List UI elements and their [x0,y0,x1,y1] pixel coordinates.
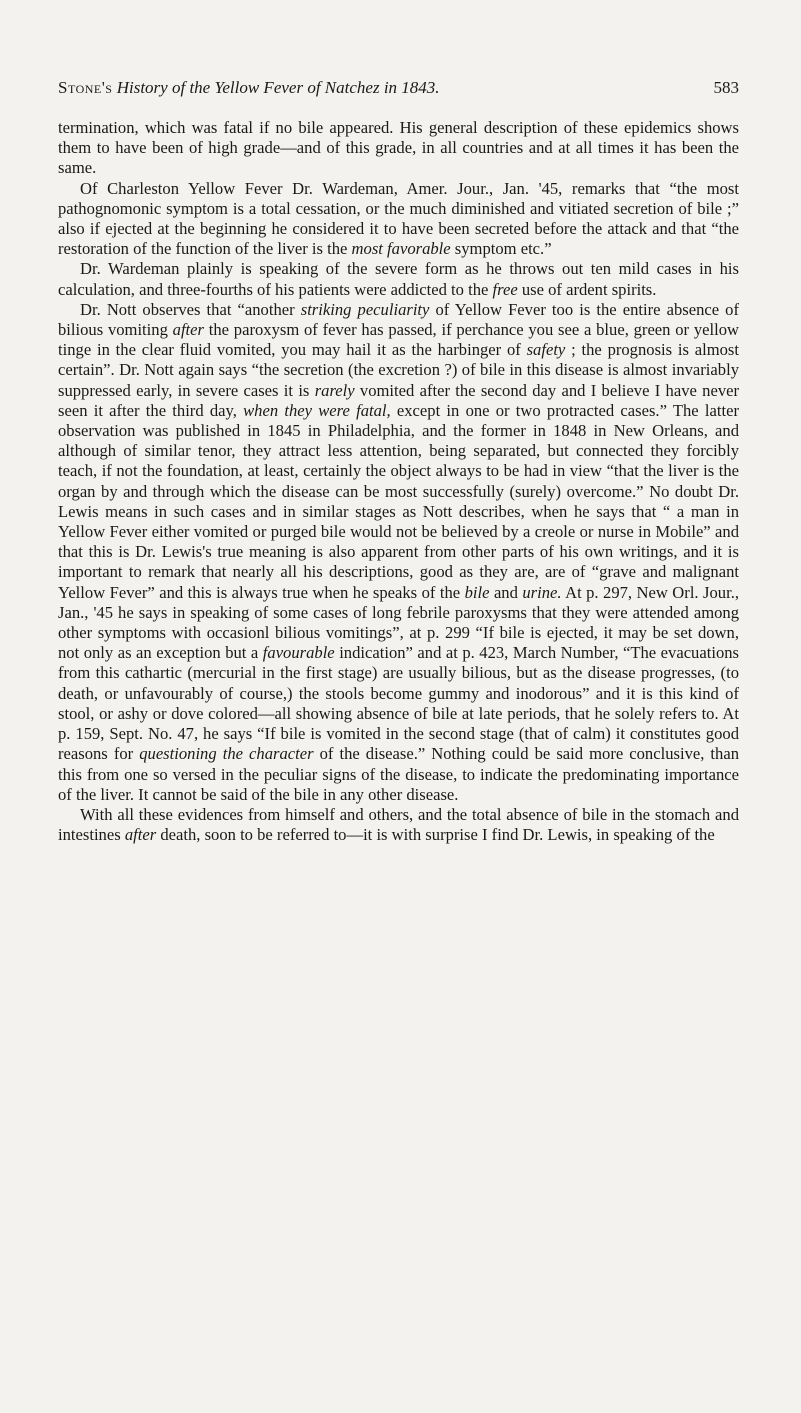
text-run: use of ardent spirits. [517,279,657,299]
running-head [58,78,440,98]
italic-text: most favorable [351,239,451,259]
italic-text: free [492,279,518,299]
body-text [58,118,739,845]
italic-text: after [172,320,204,340]
text-run: of the disease.” Nothing could be said more conclusive, than this from one so versed in the peculiar signs of the disease, to indicate the predominating importance of the liver. It cannot be said of the bile in any other disease. [58,744,739,804]
paragraph [58,259,739,299]
text-run: of Yellow Fever too is the entire absence of bilious vomiting [58,299,739,340]
text-run: ; the prognosis is almost certain”. Dr. Nott again says “the secretion (the excretion ?) of bile in this disease is almost invariably suppressed early, in severe cases it is [58,340,739,400]
text-run: termination, which was fatal if no bile appeared. His general description of these epidemics shows them to have been of high grade—and of this grade, in all countries and at all times it has been the same. [58,118,739,178]
text-run: and [489,582,523,602]
text-run: Dr. Wardeman plainly is speaking of the severe form as he throws out ten mild cases in his calculation, and three-fourths of his patients were addicted to the [58,259,739,299]
italic-text: urine. [522,582,562,602]
paragraph [58,805,739,845]
paragraph [58,300,739,805]
italic-text: safety [526,340,566,360]
page-header [58,78,739,98]
italic-text: favourable [262,643,335,663]
running-head-author: Stone's [58,78,113,97]
text-run: Dr. Nott observes that “another [80,299,301,319]
running-head-title: History of the Yellow Fever of Natchez in 1843. [116,78,440,97]
italic-text: striking peculiarity [300,299,430,319]
text-run: indication” and at p. 423, March Number, “The evacuations from this cathartic (mercurial in the first stage) are usually bilious, but as the disease progresses, (to death, or unfavourably of course,) the stools become gummy and inodorous” and it is this kind of stool, or ashy or dove colored—all showing absence of bile at late periods, that he solely refers to. At p. 159, Sept. No. 47, he says “If bile is vomited in the second stage (that of calm) it constitutes good reasons for [58,643,739,764]
italic-text: bile [464,582,490,602]
text-run: death, soon to be referred to—it is with surprise I find Dr. Lewis, in speaking of the [156,825,715,845]
text-run: the paroxysm of fever has passed, if perchance you see a blue, green or yellow tinge in the clear fluid vomited, you may hail it as the harbinger of [58,320,739,360]
text-run: symptom etc.” [450,239,552,259]
text-run: Of Charleston Yellow Fever Dr. Wardeman, Amer. Jour., Jan. '45, remarks that “the most pathognomonic symptom is a total cessation, or the much diminished and vitiated secretion of bile ;” also if ejected at the beginning he considered it to have been secreted before the attack and that “the restoration of the function of the liver is the [58,178,739,259]
page-number: 583 [713,78,739,97]
text-run: vomited after the second day and I believe I have never seen it after the third day, [58,380,740,420]
text-run: At p. 297, New Orl. Jour., Jan., '45 he says in speaking of some cases of long febrile paroxysms that they were attended among other symptoms with occasionl bilious vomitings”, at p. 299 “If bile is ejected, it may be set down, not only as an exception but a [58,582,739,663]
paragraph [58,118,739,179]
italic-text: rarely [314,380,355,400]
italic-text: questioning the character [139,744,314,764]
text-run: except in one or two protracted cases.” The latter observation was published in 1845 in Philadelphia, and the former in 1848 in New Orleans, and although of similar tenor, they attract less attention, being separated, but connected they forcibly teach, if not the foundation, at least, certainly the object always to be had in view “that the liver is the organ by and through which the disease can be most successfully (surely) overcome.” No doubt Dr. Lewis means in such cases and in similar stages as Nott describes, when he says that “ a man in Yellow Fever either vomited or purged bile would not be believed by a creole or nurse in Mobile” and that this is Dr. Lewis's true meaning is also apparent from other parts of his own writings, and it is important to remark that nearly all his descriptions, good as they are, are of “grave and malignant Yellow Fever” and this is always true when he speaks of the [58,400,739,602]
italic-text: when they were fatal, [243,400,391,420]
text-run: With all these evidences from himself and others, and the total absence of bile in the stomach and intestines [58,804,739,845]
paragraph [58,179,739,260]
italic-text: after [124,825,157,845]
